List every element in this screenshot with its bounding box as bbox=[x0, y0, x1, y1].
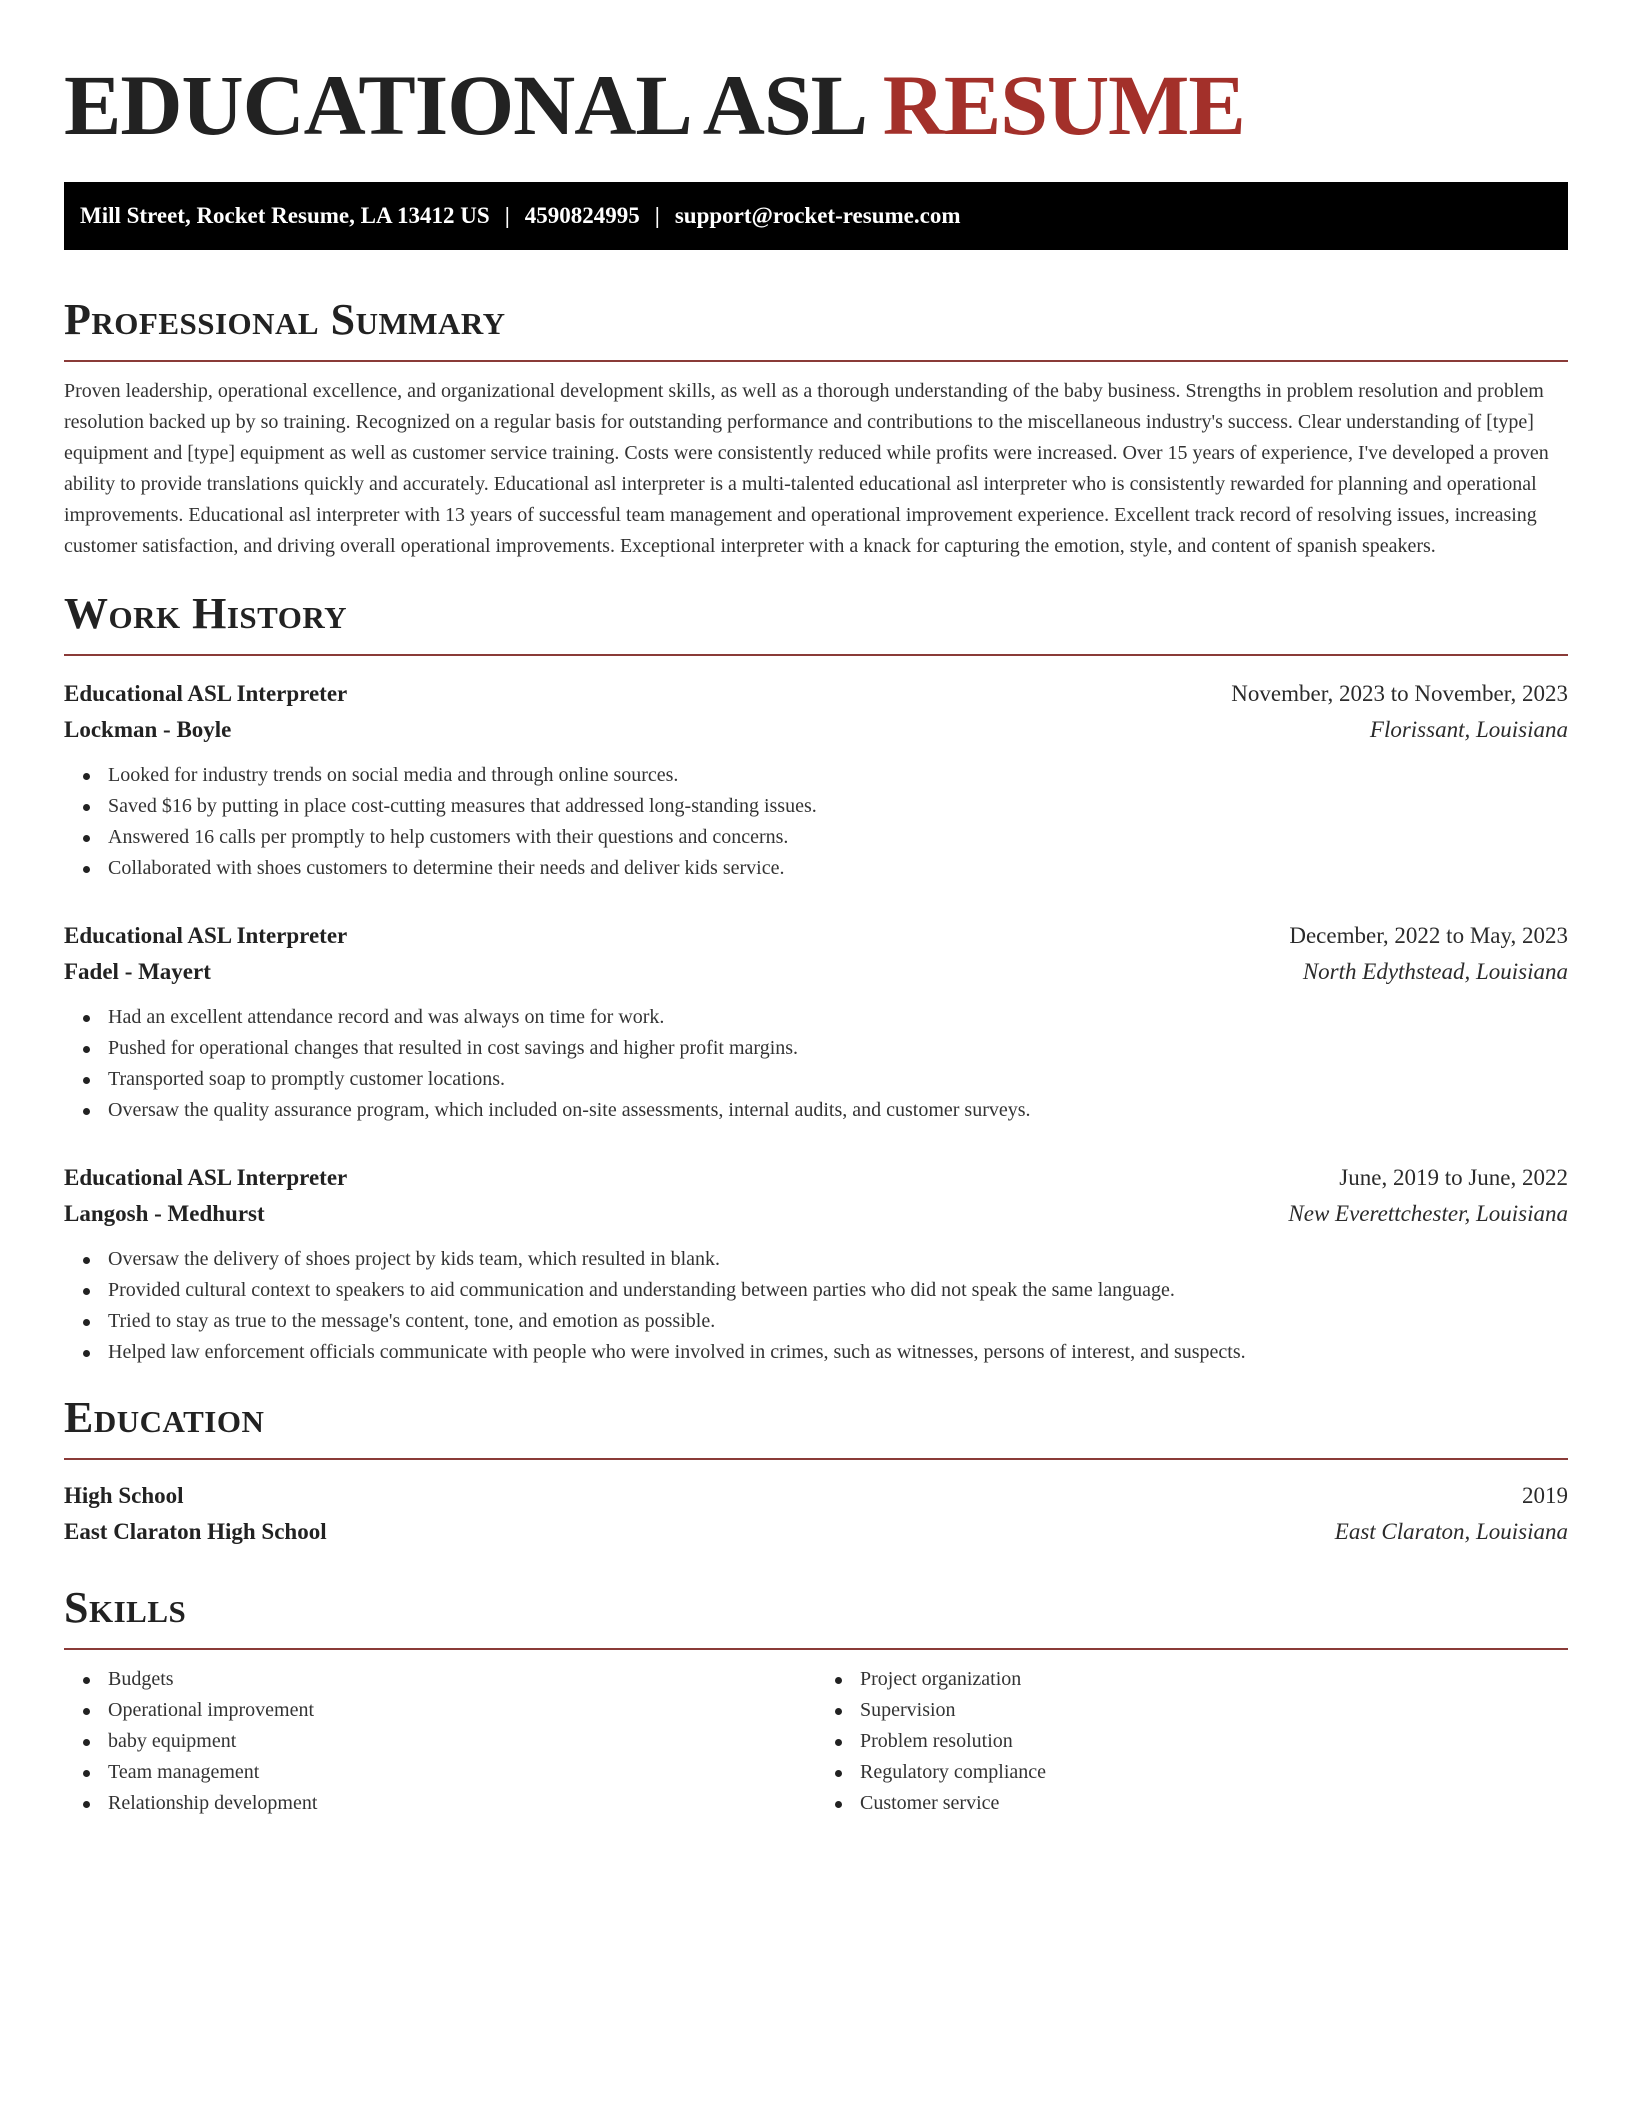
skill-item: baby equipment bbox=[108, 1726, 816, 1757]
education-year: 2019 bbox=[1522, 1483, 1568, 1508]
skill-item: Team management bbox=[108, 1757, 816, 1788]
contact-address: Mill Street, Rocket Resume, LA 13412 US bbox=[80, 203, 490, 228]
skills-column-left bbox=[64, 1664, 816, 1819]
education-degree: High School bbox=[64, 1483, 184, 1508]
skill-item: Operational improvement bbox=[108, 1695, 816, 1726]
education-heading: Education bbox=[64, 1393, 265, 1442]
job-bullet: Oversaw the delivery of shoes project by kids team, which resulted in blank. bbox=[108, 1244, 1568, 1275]
job-dates: December, 2022 to May, 2023 bbox=[1289, 923, 1568, 948]
job-header-row bbox=[64, 676, 1568, 712]
job-bullets bbox=[64, 1244, 1568, 1368]
job-employer-row bbox=[64, 712, 1568, 748]
job-bullets bbox=[64, 760, 1568, 884]
job-entry bbox=[64, 1160, 1568, 1368]
skill-item: Budgets bbox=[108, 1664, 816, 1695]
summary-heading: Professional Summary bbox=[64, 295, 506, 344]
job-bullet: Looked for industry trends on social media and through online sources. bbox=[108, 760, 1568, 791]
job-dates: November, 2023 to November, 2023 bbox=[1231, 681, 1568, 706]
job-location: New Everettchester, Louisiana bbox=[1288, 1201, 1568, 1226]
education-location: East Claraton, Louisiana bbox=[1334, 1519, 1568, 1544]
contact-email: support@rocket-resume.com bbox=[674, 203, 961, 228]
education-school: East Claraton High School bbox=[64, 1519, 327, 1544]
summary-text: Proven leadership, operational excellence, and organizational development skills, as well as a thorough understanding of the baby business. Strengths in problem resolution and problem resolution backed up by so training. Recognized on a regular basis for outstanding performance and contributions to the miscellaneous industry's success. Clear understanding of [type] equipment and [type] equipment as well as customer service training. Costs were consistently reduced while profits were increased. Over 15 years of experience, I've developed a proven ability to provide translations quickly and accurately. Educational asl interpreter is a multi-talented educational asl interpreter who is consistently rewarded for planning and operational improvements. Educational asl interpreter with 13 years of successful team management and operational improvement experience. Excellent track record of resolving issues, increasing customer satisfaction, and driving overall operational improvements. Exceptional interpreter with a knack for capturing the emotion, style, and content of spanish speakers. bbox=[64, 380, 1549, 557]
job-bullets bbox=[64, 1002, 1568, 1126]
contact-bar bbox=[64, 182, 1568, 250]
section-divider bbox=[64, 654, 1568, 656]
job-employer: Lockman - Boyle bbox=[64, 717, 232, 742]
job-header-row bbox=[64, 918, 1568, 954]
job-employer-row bbox=[64, 1196, 1568, 1232]
job-header-row bbox=[64, 1160, 1568, 1196]
job-location: North Edythstead, Louisiana bbox=[1302, 959, 1568, 984]
skill-item: Supervision bbox=[860, 1695, 1568, 1726]
job-bullet: Tried to stay as true to the message's content, tone, and emotion as possible. bbox=[108, 1306, 1568, 1337]
job-bullet: Had an excellent attendance record and was always on time for work. bbox=[108, 1002, 1568, 1033]
skill-item: Project organization bbox=[860, 1664, 1568, 1695]
job-employer-row bbox=[64, 954, 1568, 990]
job-bullet: Transported soap to promptly customer locations. bbox=[108, 1064, 1568, 1095]
title-main: EDUCATIONAL ASL bbox=[64, 57, 863, 153]
skill-item: Customer service bbox=[860, 1788, 1568, 1819]
job-entry bbox=[64, 918, 1568, 1126]
summary-section bbox=[64, 292, 1568, 562]
education-entry bbox=[64, 1478, 1568, 1550]
skill-item: Regulatory compliance bbox=[860, 1757, 1568, 1788]
education-section bbox=[64, 1390, 1568, 1550]
title-accent: RESUME bbox=[882, 57, 1245, 153]
contact-separator: | bbox=[504, 203, 510, 228]
skills-column-right bbox=[816, 1664, 1568, 1819]
job-title: Educational ASL Interpreter bbox=[64, 681, 348, 706]
job-employer: Fadel - Mayert bbox=[64, 959, 211, 984]
job-bullet: Pushed for operational changes that resulted in cost savings and higher profit margins. bbox=[108, 1033, 1568, 1064]
skills-grid bbox=[64, 1664, 1568, 1819]
skill-item: Problem resolution bbox=[860, 1726, 1568, 1757]
education-header-row bbox=[64, 1478, 1568, 1514]
job-title: Educational ASL Interpreter bbox=[64, 1165, 348, 1190]
job-entry bbox=[64, 676, 1568, 884]
job-bullet: Provided cultural context to speakers to aid communication and understanding between parties who did not speak the same language. bbox=[108, 1275, 1568, 1306]
job-title: Educational ASL Interpreter bbox=[64, 923, 348, 948]
job-bullet: Saved $16 by putting in place cost-cutting measures that addressed long-standing issues. bbox=[108, 791, 1568, 822]
job-bullet: Helped law enforcement officials communicate with people who were involved in crimes, such as witnesses, persons of interest, and suspects. bbox=[108, 1337, 1568, 1368]
job-bullet: Collaborated with shoes customers to determine their needs and deliver kids service. bbox=[108, 853, 1568, 884]
job-bullet: Oversaw the quality assurance program, which included on-site assessments, internal audits, and customer surveys. bbox=[108, 1095, 1568, 1126]
job-bullet: Answered 16 calls per promptly to help customers with their questions and concerns. bbox=[108, 822, 1568, 853]
section-divider bbox=[64, 1458, 1568, 1460]
skill-item: Relationship development bbox=[108, 1788, 816, 1819]
section-divider bbox=[64, 360, 1568, 362]
contact-phone: 4590824995 bbox=[524, 203, 640, 228]
skills-heading: Skills bbox=[64, 1583, 187, 1632]
work-history-heading: Work History bbox=[64, 589, 348, 638]
education-school-row bbox=[64, 1514, 1568, 1550]
section-divider bbox=[64, 1648, 1568, 1650]
work-history-section bbox=[64, 586, 1568, 1368]
job-employer: Langosh - Medhurst bbox=[64, 1201, 265, 1226]
job-dates: June, 2019 to June, 2022 bbox=[1339, 1165, 1568, 1190]
contact-separator: | bbox=[654, 203, 660, 228]
job-location: Florissant, Louisiana bbox=[1369, 717, 1568, 742]
skills-section bbox=[64, 1580, 1568, 1819]
resume-title bbox=[64, 0, 1568, 160]
